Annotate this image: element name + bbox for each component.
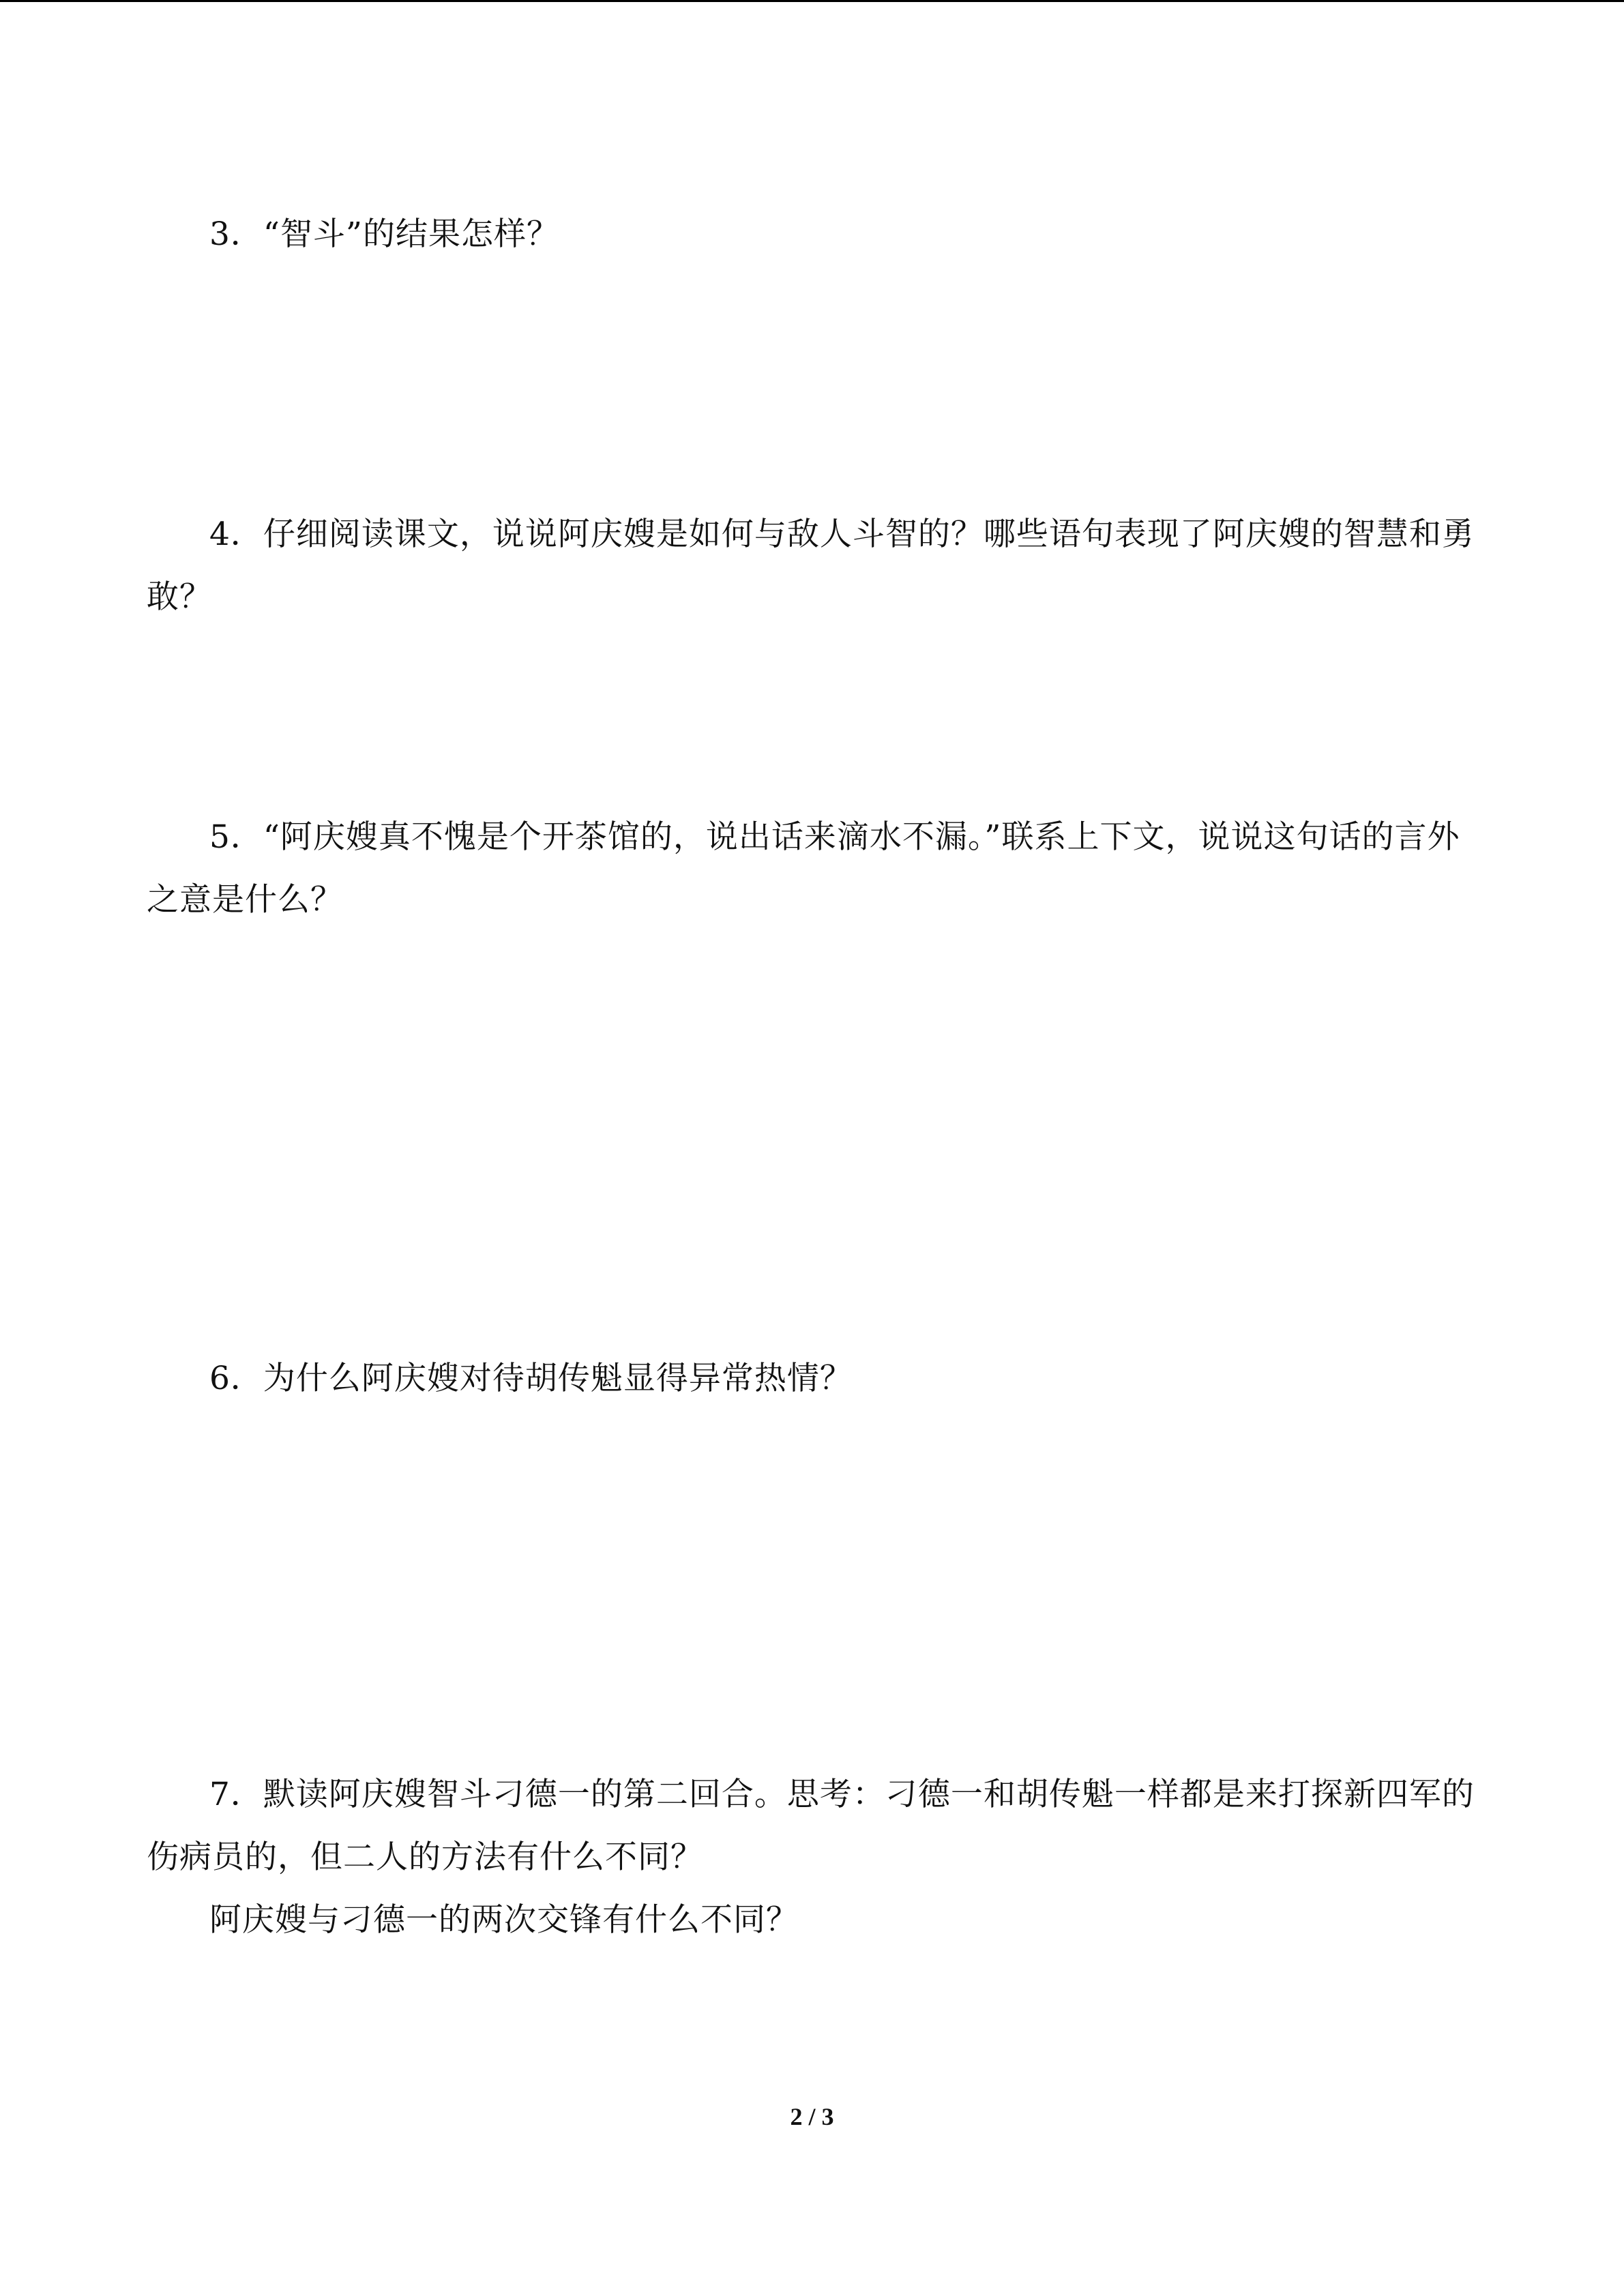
question-7-text: 7．默读阿庆嫂智斗刁德一的第二回合。思考：刁德一和胡传魁一样都是来打探新四军的伤病员的，但二人的方法有什么不同？: [147, 1776, 1475, 1876]
question-5-text: 5．“阿庆嫂真不愧是个开茶馆的，说出话来滴水不漏。”联系上下文，说说这句话的言外之意是什么？: [147, 818, 1460, 919]
question-6: [147, 1347, 1483, 1410]
page-number: 2 / 3: [790, 2103, 834, 2130]
question-4: [147, 503, 1483, 629]
question-4-text: 4．仔细阅读课文，说说阿庆嫂是如何与敌人斗智的？哪些语句表现了阿庆嫂的智慧和勇敢？: [147, 516, 1475, 616]
question-5: [147, 806, 1483, 931]
question-3-text: 3．“智斗”的结果怎样？: [209, 215, 559, 253]
question-6-text: 6．为什么阿庆嫂对待胡传魁显得异常热情？: [209, 1360, 853, 1397]
question-7: [147, 1763, 1483, 1952]
question-7-followup: 阿庆嫂与刁德一的两次交锋有什么不同？: [209, 1901, 799, 1939]
question-3: [147, 203, 1483, 266]
page-top-border: [0, 0, 1624, 2]
